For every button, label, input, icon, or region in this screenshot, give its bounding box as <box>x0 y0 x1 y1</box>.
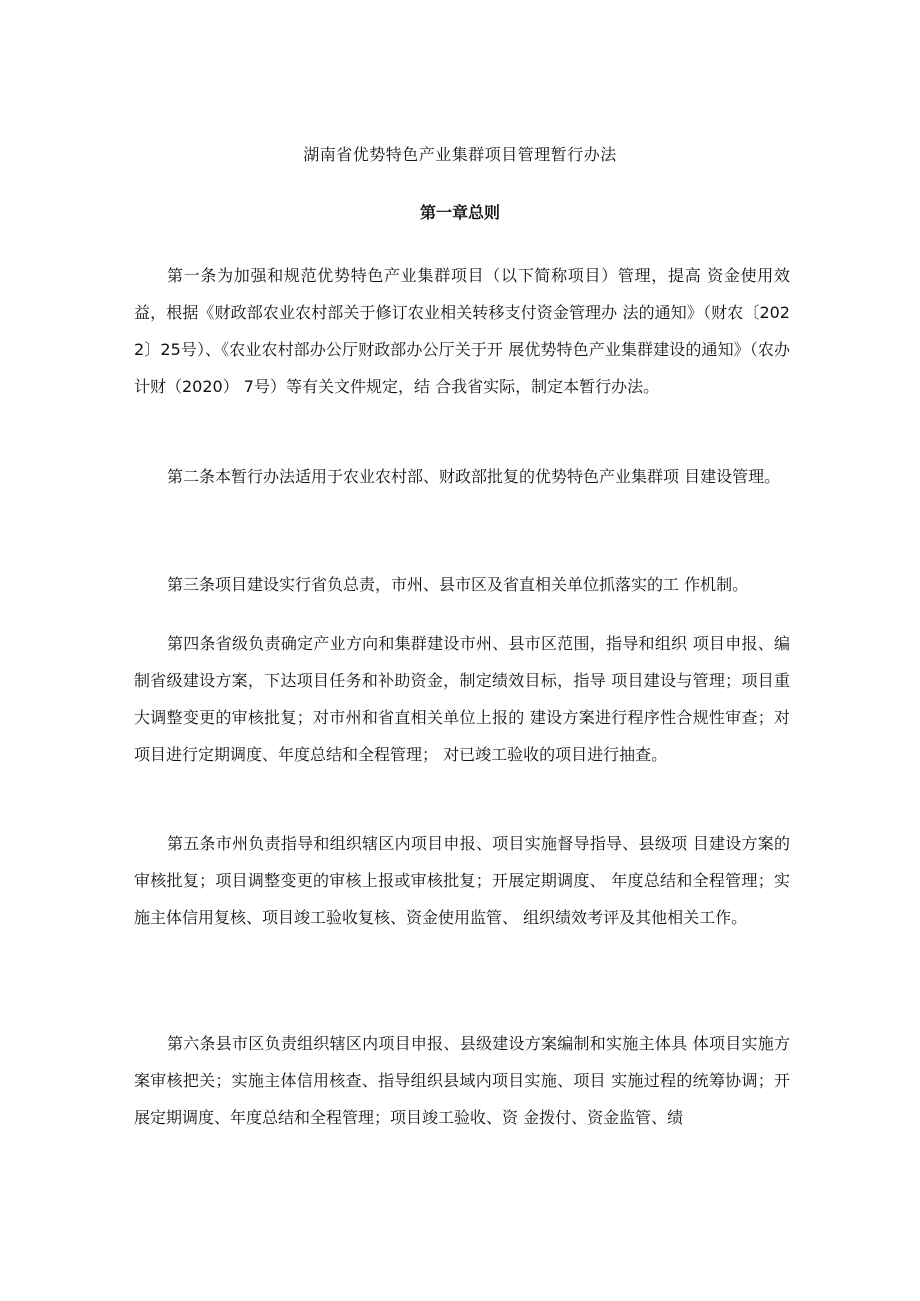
chapter-title: 第一章总则 <box>419 203 500 222</box>
article-2: 第二条本暂行办法适用于农业农村部、财政部批复的优势特色产业集群项 目建设管理。 <box>167 467 781 486</box>
document-title: 湖南省优势特色产业集群项目管理暂行办法 <box>303 145 617 164</box>
article-6: 第六条县市区负责组织辖区内项目申报、县级建设方案编制和实施主体具 体项目实施方案审核把关；实施主体信用核查、指导组织县域内项目实施、项目 实施过程的统筹协调；开展定期调度、年度总结和全程管理；项目竣工验收、资 金拨付、资金监管、绩 <box>134 1034 790 1127</box>
article-3: 第三条项目建设实行省负总责，市州、县市区及省直相关单位抓落实的工 作机制。 <box>167 575 749 594</box>
article-4: 第四条省级负责确定产业方向和集群建设市州、县市区范围，指导和组织 项目申报、编制省级建设方案，下达项目任务和补助资金，制定绩效目标，指导 项目建设与管理；项目重大调整变更的审核批复；对市州和省直相关单位上报的 建设方案进行程序性合规性审查；对项目进行定期调度、年度总结和全程管理； 对已竣工验收的项目进行抽查。 <box>134 634 790 764</box>
article-5: 第五条市州负责指导和组织辖区内项目申报、项目实施督导指导、县级项 目建设方案的审核批复；项目调整变更的审核上报或审核批复；开展定期调度、 年度总结和全程管理；实施主体信用复核、项目竣工验收复核、资金使用监管、 组织绩效考评及其他相关工作。 <box>134 834 790 927</box>
article-1: 第一条为加强和规范优势特色产业集群项目（以下简称项目）管理，提高 资金使用效益，根据《财政部农业农村部关于修订农业相关转移支付资金管理办 法的通知》（财农〔2022〕25号）、《农业农村部办公厅财政部办公厅关于开 展优势特色产业集群建设的通知》（农办计财（2020） 7号）等有关文件规定，结 合我省实际，制定本暂行办法。 <box>134 266 790 396</box>
